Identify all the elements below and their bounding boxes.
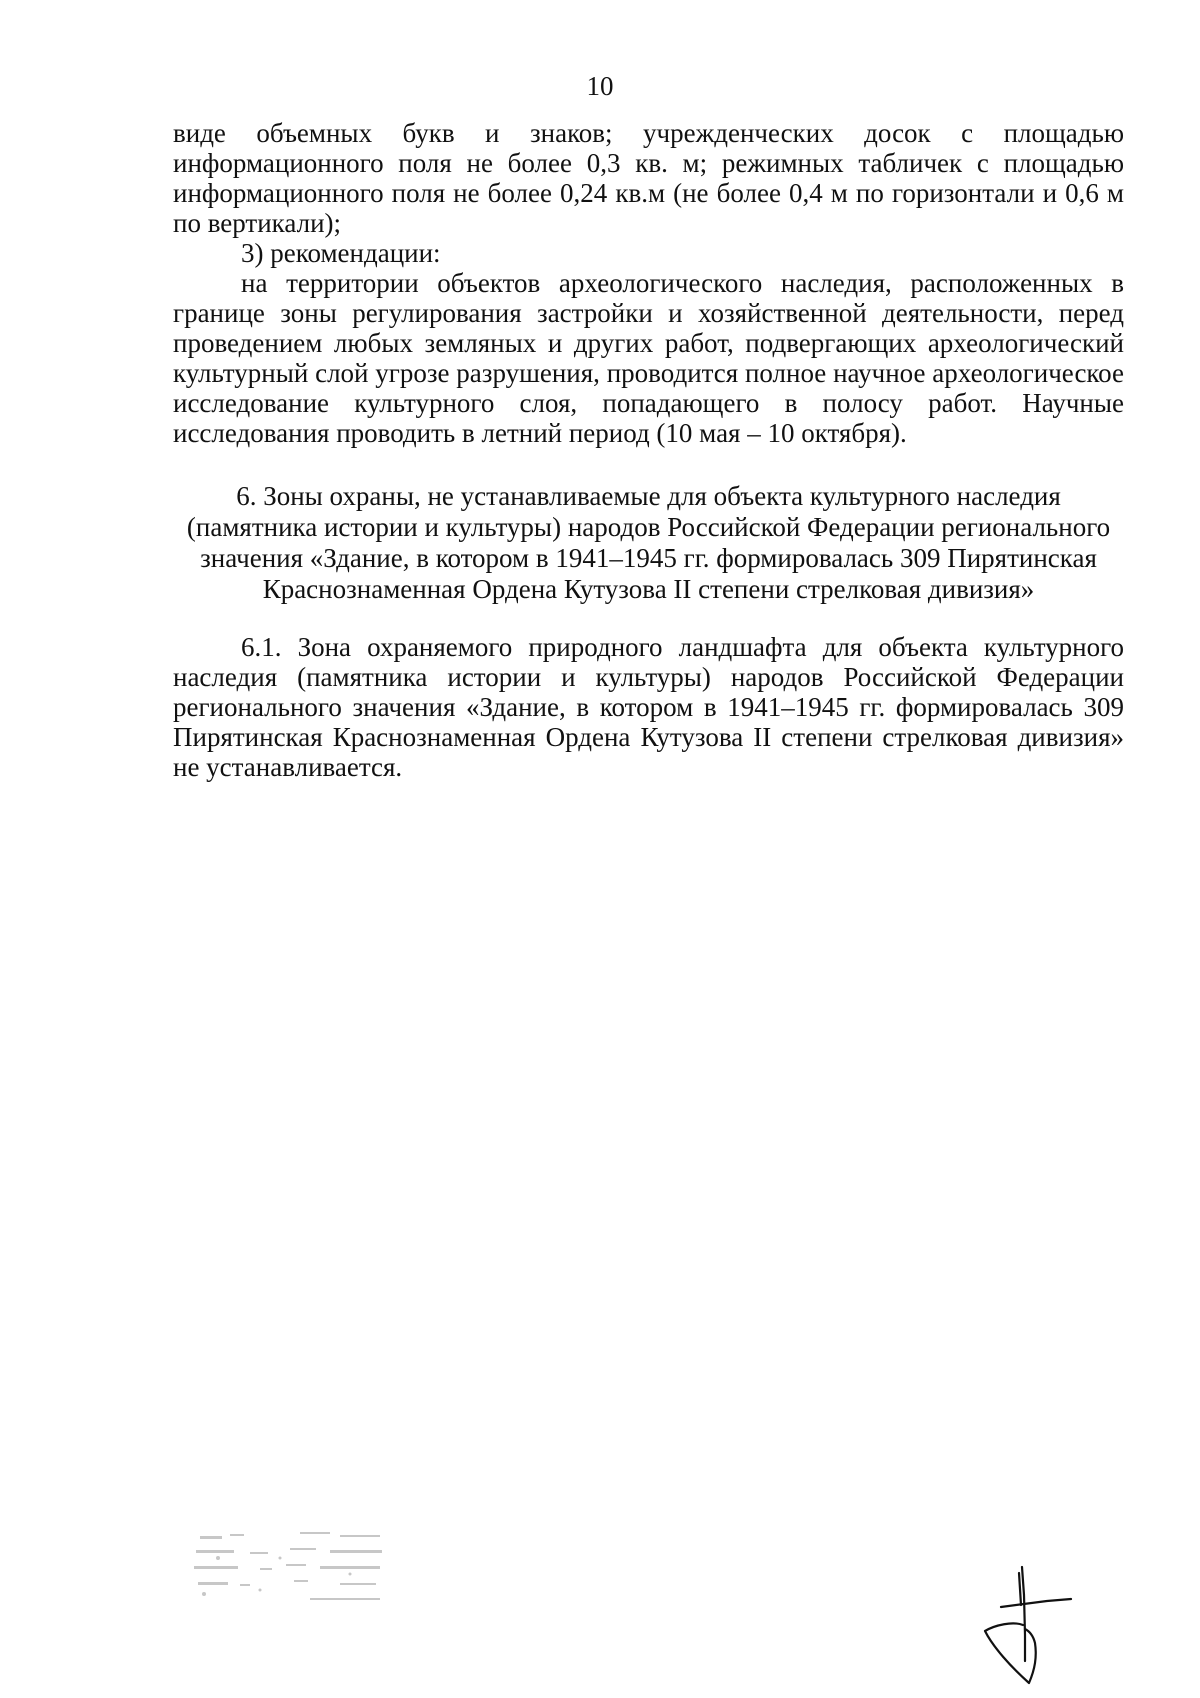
faint-stamp-icon — [190, 1528, 400, 1608]
paragraph-signage-limits: виде объемных букв и знаков; учрежденческих досок с площадью информационного поля не более 0,3 кв. м; режимных табличек с площадью информационного поля не более 0,24 кв.м (не более 0,4 м по горизонтали и 0,6 м по вертикали); — [173, 118, 1124, 238]
heading-line: значения «Здание, в котором в 1941–1945 гг. формировалась 309 Пирятинская — [200, 543, 1097, 573]
text-block-section-6-1 — [173, 632, 1124, 782]
handwritten-signature-icon — [975, 1565, 1085, 1690]
paragraph-section-6-1: 6.1. Зона охраняемого природного ландшафта для объекта культурного наследия (памятника истории и культуры) народов Российской Федерации регионального значения «Здание, в котором в 1941–1945 гг. формировалась 309 Пирятинская Краснознаменная Ордена Кутузова II степени стрелковая дивизия» не устанавливается. — [173, 632, 1124, 782]
text-block-top — [173, 118, 1124, 448]
heading-line: (памятника истории и культуры) народов Российской Федерации регионального — [186, 512, 1111, 542]
paragraph-recommendations-label: 3) рекомендации: — [241, 238, 441, 268]
section-6-heading — [173, 481, 1124, 605]
heading-line: Краснознаменная Ордена Кутузова II степени стрелковая дивизия» — [262, 574, 1035, 604]
page-number: 10 — [586, 71, 614, 101]
heading-line: 6. Зоны охраны, не устанавливаемые для объекта культурного наследия — [236, 481, 1061, 511]
paragraph-archaeology-recommendation: на территории объектов археологического наследия, расположенных в границе зоны регулирования застройки и хозяйственной деятельности, перед проведением любых земляных и других работ, подвергающих археологический культурный слой угрозе разрушения, проводится полное научное археологическое исследование культурного слоя, попадающего в полосу работ. Научные исследования проводить в летний период (10 мая – 10 октября). — [173, 268, 1124, 448]
